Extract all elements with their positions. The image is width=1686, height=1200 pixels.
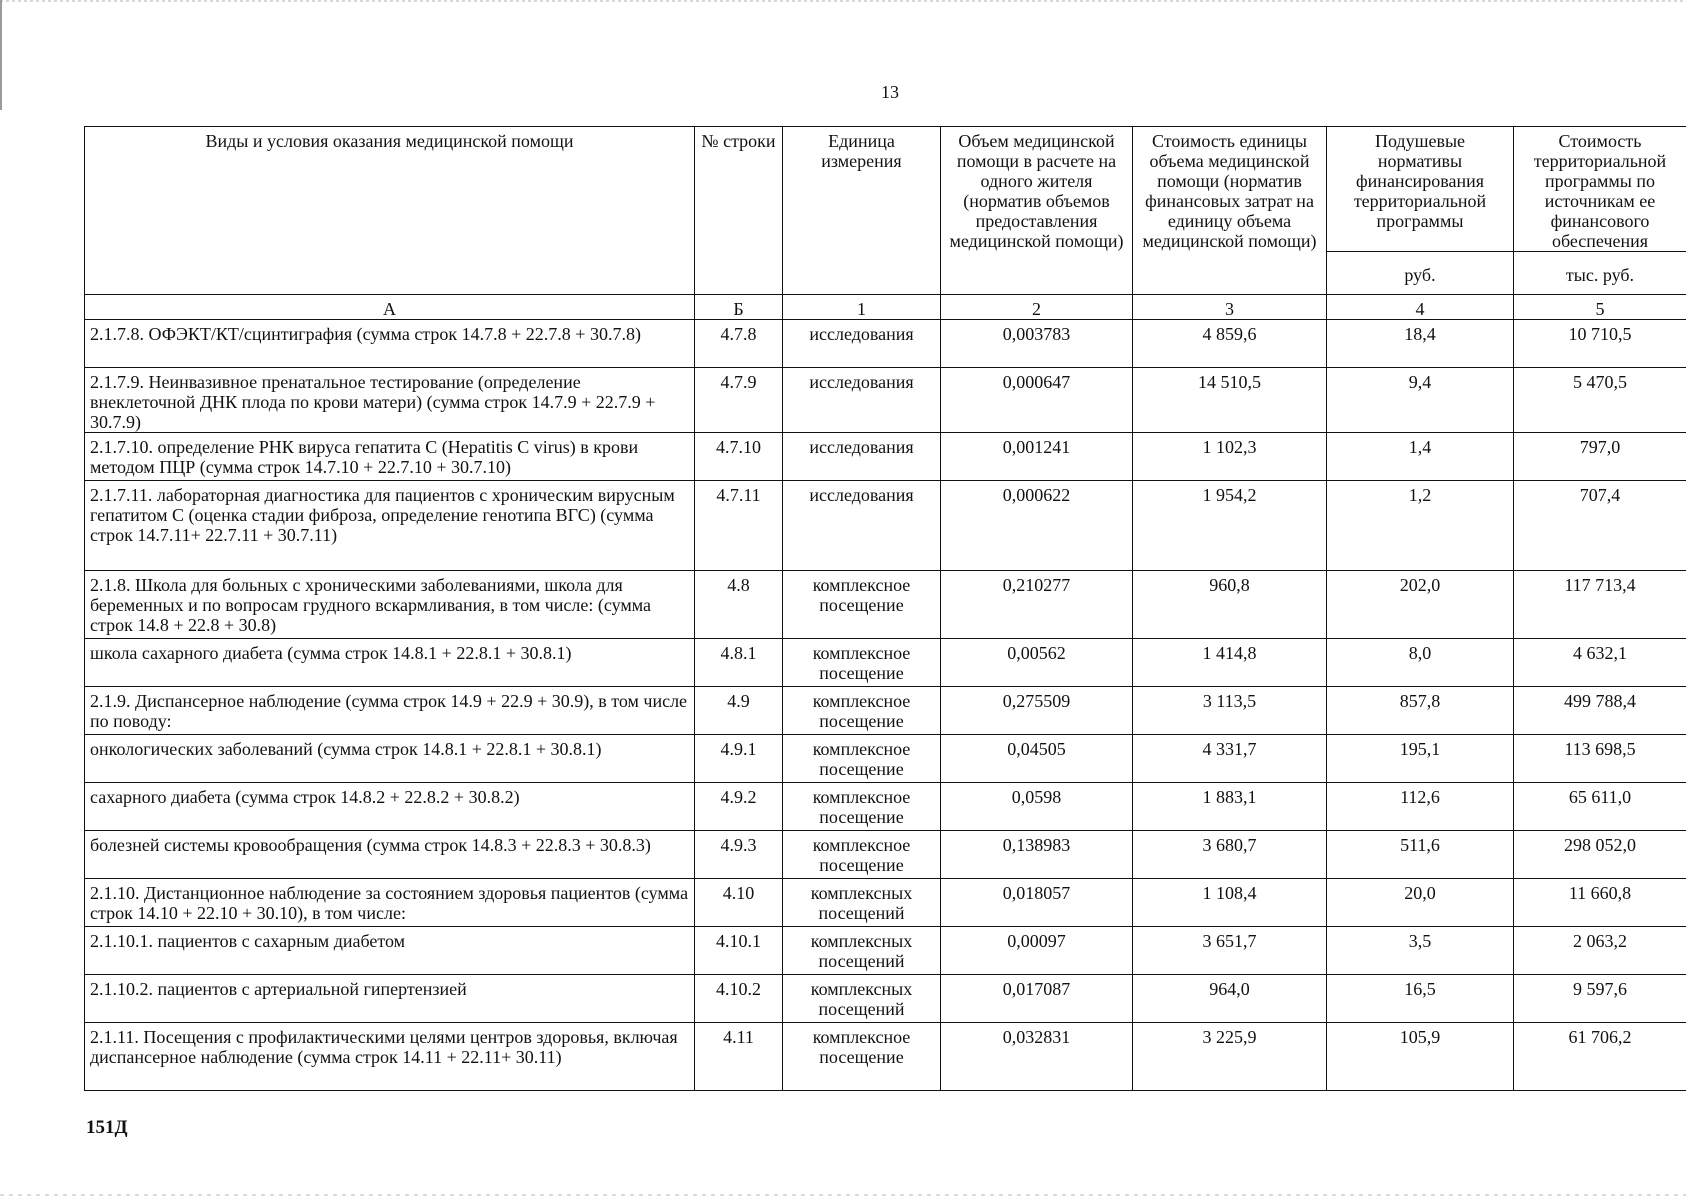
- row-per-capita-norm: 18,4: [1327, 320, 1514, 368]
- header-volume: Объем медицинской помощи в расчете на одного жителя (норматив объемов предоставления медицинской помощи): [941, 127, 1133, 295]
- row-per-capita-norm: 857,8: [1327, 687, 1514, 735]
- header-unit: Единица измерения: [783, 127, 941, 295]
- row-per-capita-norm: 1,2: [1327, 481, 1514, 571]
- header-per-capita-norm: Подушевые нормативы финансирования территориальной программы: [1327, 127, 1514, 252]
- row-volume: 0,001241: [941, 433, 1133, 481]
- row-name: 2.1.7.8. ОФЭКТ/КТ/сцинтиграфия (сумма строк 14.7.8 + 22.7.8 + 30.7.8): [85, 320, 695, 368]
- table-row: [85, 783, 1686, 831]
- row-volume: 0,003783: [941, 320, 1133, 368]
- row-per-capita-norm: 195,1: [1327, 735, 1514, 783]
- header-unit-cost: Стоимость единицы объема медицинской помощи (норматив финансовых затрат на единицу объема медицинской помощи): [1133, 127, 1327, 295]
- row-volume: 0,000622: [941, 481, 1133, 571]
- row-volume: 0,138983: [941, 831, 1133, 879]
- row-per-capita-norm: 3,5: [1327, 927, 1514, 975]
- column-index: 4: [1327, 295, 1514, 320]
- row-volume: 0,04505: [941, 735, 1133, 783]
- scan-edge-left: [0, 0, 2, 110]
- table-row: [85, 571, 1686, 639]
- row-unit: комплексное посещение: [783, 639, 941, 687]
- row-volume: 0,00097: [941, 927, 1133, 975]
- row-line-number: 4.7.9: [695, 368, 783, 433]
- row-volume: 0,018057: [941, 879, 1133, 927]
- table-row: [85, 927, 1686, 975]
- row-program-cost: 65 611,0: [1514, 783, 1686, 831]
- column-index: 3: [1133, 295, 1327, 320]
- column-index: 2: [941, 295, 1133, 320]
- row-name: 2.1.10.1. пациентов с сахарным диабетом: [85, 927, 695, 975]
- row-unit: комплексное посещение: [783, 687, 941, 735]
- row-name: онкологических заболеваний (сумма строк 14.8.1 + 22.8.1 + 30.8.1): [85, 735, 695, 783]
- row-line-number: 4.8.1: [695, 639, 783, 687]
- row-line-number: 4.11: [695, 1023, 783, 1091]
- column-index-row: [85, 295, 1686, 320]
- row-name: 2.1.7.10. определение РНК вируса гепатита С (Hepatitis C virus) в крови методом ПЦР (сумма строк 14.7.10 + 22.7.10 + 30.7.10): [85, 433, 695, 481]
- row-unit: исследования: [783, 481, 941, 571]
- row-per-capita-norm: 511,6: [1327, 831, 1514, 879]
- row-line-number: 4.9.3: [695, 831, 783, 879]
- row-name: 2.1.9. Диспансерное наблюдение (сумма строк 14.9 + 22.9 + 30.9), в том числе по поводу:: [85, 687, 695, 735]
- row-name: 2.1.11. Посещения с профилактическими целями центров здоровья, включая диспансерное наблюдение (сумма строк 14.11 + 22.11+ 30.11): [85, 1023, 695, 1091]
- row-program-cost: 5 470,5: [1514, 368, 1686, 433]
- row-program-cost: 11 660,8: [1514, 879, 1686, 927]
- row-name: болезней системы кровообращения (сумма строк 14.8.3 + 22.8.3 + 30.8.3): [85, 831, 695, 879]
- row-unit-cost: 3 651,7: [1133, 927, 1327, 975]
- row-unit: комплексное посещение: [783, 1023, 941, 1091]
- row-unit-cost: 964,0: [1133, 975, 1327, 1023]
- row-program-cost: 499 788,4: [1514, 687, 1686, 735]
- row-unit: комплексных посещений: [783, 879, 941, 927]
- row-unit-cost: 1 108,4: [1133, 879, 1327, 927]
- row-per-capita-norm: 20,0: [1327, 879, 1514, 927]
- row-program-cost: 61 706,2: [1514, 1023, 1686, 1091]
- table-row: [85, 639, 1686, 687]
- row-line-number: 4.8: [695, 571, 783, 639]
- row-unit: комплексное посещение: [783, 571, 941, 639]
- row-line-number: 4.7.11: [695, 481, 783, 571]
- row-unit-cost: 4 859,6: [1133, 320, 1327, 368]
- row-name: 2.1.10.2. пациентов с артериальной гипертензией: [85, 975, 695, 1023]
- row-line-number: 4.9.1: [695, 735, 783, 783]
- row-per-capita-norm: 8,0: [1327, 639, 1514, 687]
- scan-edge-top: [0, 0, 1686, 2]
- row-line-number: 4.7.10: [695, 433, 783, 481]
- row-program-cost: 113 698,5: [1514, 735, 1686, 783]
- row-unit-cost: 3 225,9: [1133, 1023, 1327, 1091]
- header-total-unit: тыс. руб.: [1514, 252, 1686, 295]
- table-row: [85, 879, 1686, 927]
- row-unit-cost: 14 510,5: [1133, 368, 1327, 433]
- row-name: 2.1.8. Школа для больных с хроническими заболеваниями, школа для беременных и по вопросам грудного вскармливания, в том числе: (сумма строк 14.8 + 22.8 + 30.8): [85, 571, 695, 639]
- table-row: [85, 433, 1686, 481]
- row-name: школа сахарного диабета (сумма строк 14.8.1 + 22.8.1 + 30.8.1): [85, 639, 695, 687]
- header-line-number: № строки: [695, 127, 783, 295]
- table-row: [85, 368, 1686, 433]
- row-name: 2.1.10. Дистанционное наблюдение за состоянием здоровья пациентов (сумма строк 14.10 + 22.10 + 30.10), в том числе:: [85, 879, 695, 927]
- row-per-capita-norm: 1,4: [1327, 433, 1514, 481]
- row-per-capita-norm: 16,5: [1327, 975, 1514, 1023]
- document-code: 151Д: [86, 1117, 128, 1138]
- row-per-capita-norm: 9,4: [1327, 368, 1514, 433]
- row-program-cost: 4 632,1: [1514, 639, 1686, 687]
- row-line-number: 4.9: [695, 687, 783, 735]
- row-unit-cost: 1 954,2: [1133, 481, 1327, 571]
- row-volume: 0,00562: [941, 639, 1133, 687]
- row-unit: комплексное посещение: [783, 735, 941, 783]
- row-name: 2.1.7.11. лабораторная диагностика для пациентов с хроническим вирусным гепатитом С (оценка стадии фиброза, определение генотипа ВГС) (сумма строк 14.7.11+ 22.7.11 + 30.7.11): [85, 481, 695, 571]
- row-name: 2.1.7.9. Неинвазивное пренатальное тестирование (определение внеклеточной ДНК плода по крови матери) (сумма строк 14.7.9 + 22.7.9 + 30.7.9): [85, 368, 695, 433]
- row-unit: исследования: [783, 368, 941, 433]
- table-row: [85, 735, 1686, 783]
- row-unit-cost: 1 883,1: [1133, 783, 1327, 831]
- row-line-number: 4.10.2: [695, 975, 783, 1023]
- table-row: [85, 687, 1686, 735]
- row-volume: 0,210277: [941, 571, 1133, 639]
- row-unit: комплексное посещение: [783, 831, 941, 879]
- row-line-number: 4.9.2: [695, 783, 783, 831]
- row-volume: 0,000647: [941, 368, 1133, 433]
- header-row: [85, 127, 1686, 252]
- row-program-cost: 10 710,5: [1514, 320, 1686, 368]
- column-index: 1: [783, 295, 941, 320]
- row-program-cost: 707,4: [1514, 481, 1686, 571]
- page-number: 13: [881, 82, 899, 102]
- row-program-cost: 117 713,4: [1514, 571, 1686, 639]
- row-program-cost: 797,0: [1514, 433, 1686, 481]
- row-unit-cost: 1 102,3: [1133, 433, 1327, 481]
- row-volume: 0,275509: [941, 687, 1133, 735]
- row-per-capita-norm: 112,6: [1327, 783, 1514, 831]
- row-per-capita-norm: 202,0: [1327, 571, 1514, 639]
- scan-edge-bottom: [0, 1194, 1686, 1196]
- row-program-cost: 9 597,6: [1514, 975, 1686, 1023]
- row-unit-cost: 1 414,8: [1133, 639, 1327, 687]
- row-unit-cost: 3 680,7: [1133, 831, 1327, 879]
- row-line-number: 4.10: [695, 879, 783, 927]
- table-row: [85, 320, 1686, 368]
- column-index: А: [85, 295, 695, 320]
- column-index: 5: [1514, 295, 1686, 320]
- table-row: [85, 481, 1686, 571]
- row-unit: комплексных посещений: [783, 927, 941, 975]
- row-program-cost: 2 063,2: [1514, 927, 1686, 975]
- table-row: [85, 831, 1686, 879]
- header-name: Виды и условия оказания медицинской помощи: [85, 127, 695, 295]
- row-name: сахарного диабета (сумма строк 14.8.2 + 22.8.2 + 30.8.2): [85, 783, 695, 831]
- row-unit: исследования: [783, 320, 941, 368]
- table-row: [85, 975, 1686, 1023]
- row-program-cost: 298 052,0: [1514, 831, 1686, 879]
- row-unit: комплексных посещений: [783, 975, 941, 1023]
- row-unit-cost: 3 113,5: [1133, 687, 1327, 735]
- row-volume: 0,0598: [941, 783, 1133, 831]
- row-line-number: 4.10.1: [695, 927, 783, 975]
- row-unit-cost: 960,8: [1133, 571, 1327, 639]
- row-line-number: 4.7.8: [695, 320, 783, 368]
- row-volume: 0,032831: [941, 1023, 1133, 1091]
- financing-table: [84, 126, 1686, 1091]
- row-unit-cost: 4 331,7: [1133, 735, 1327, 783]
- row-unit: исследования: [783, 433, 941, 481]
- row-unit: комплексное посещение: [783, 783, 941, 831]
- row-volume: 0,017087: [941, 975, 1133, 1023]
- row-per-capita-norm: 105,9: [1327, 1023, 1514, 1091]
- header-norm-unit: руб.: [1327, 252, 1514, 295]
- table-row: [85, 1023, 1686, 1091]
- column-index: Б: [695, 295, 783, 320]
- header-program-cost: Стоимость территориальной программы по источникам ее финансового обеспечения: [1514, 127, 1686, 252]
